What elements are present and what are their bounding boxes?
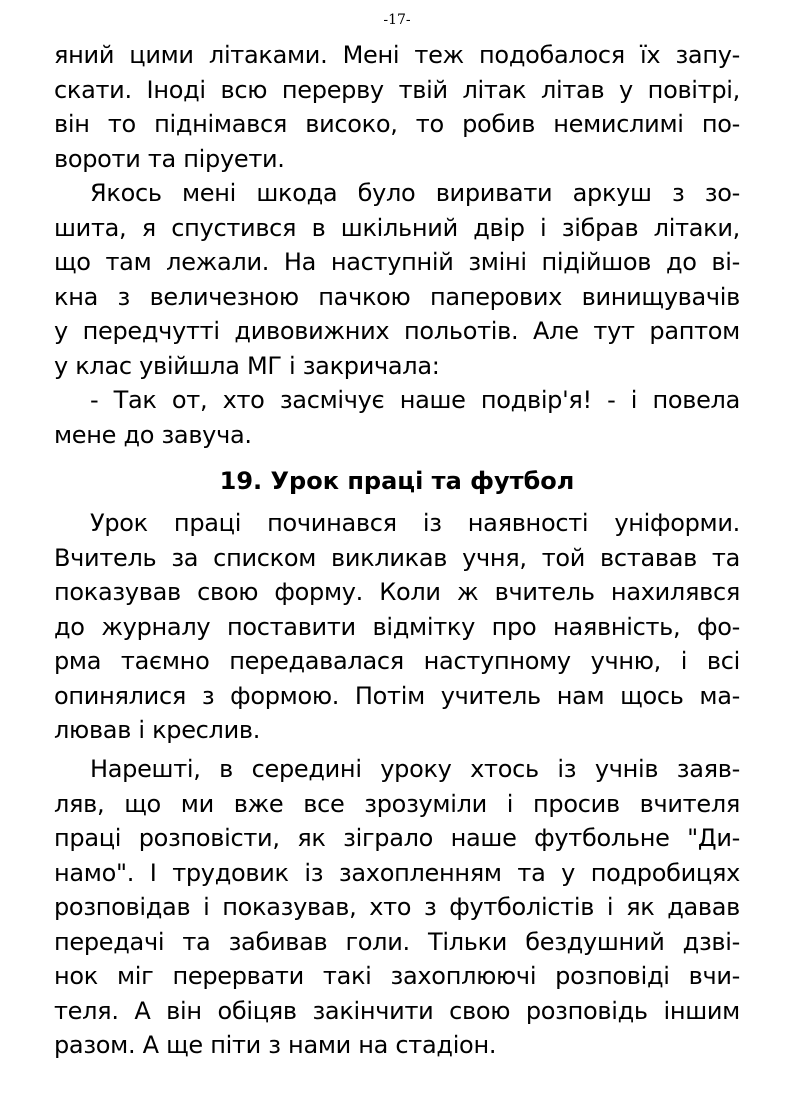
text-line: вороти та піруети. (54, 144, 285, 173)
text-line: праці розповісти, як зіграло наше футбольне "Ди- (54, 824, 740, 852)
text-line: передачі та забивав голи. Тільки бездушний дзві- (54, 927, 740, 956)
text-line: у передчутті дивовижних польотів. Але тут раптом (54, 317, 740, 345)
text-line: ляв, що ми вже все зрозуміли і просив вчителя (54, 789, 740, 818)
text-line: що там лежали. На наступній зміні підійшов до ві- (54, 248, 740, 276)
text-line: яний цими літаками. Мені теж подобалося їх запу- (54, 41, 740, 69)
text-line: показував свою форму. Коли ж вчитель нахилявся (54, 578, 740, 606)
text-line: лював і креслив. (54, 716, 261, 744)
text-line: він то піднімався високо, то робив немислимі по- (54, 110, 740, 138)
text-line: опинялися з формою. Потім учитель нам щось ма- (54, 681, 740, 710)
text-line: Вчитель за списком викликав учня, той вставав та (54, 543, 740, 572)
text-line: шита, я спустився в шкільний двір і зібрав літаки, (54, 213, 740, 242)
text-line: скати. Іноді всю перерву твій літак літав у повітрі, (54, 75, 740, 104)
paragraph-first-line: Якось мені шкода було виривати аркуш з зо- (90, 179, 740, 207)
paragraph-first-line: Нарешті, в середині уроку хтось із учнів заяв- (90, 755, 740, 783)
text-line: нок міг перервати такі захоплюючі розповіді вчи- (54, 962, 740, 990)
section-heading: 19. Урок праці та футбол (219, 467, 575, 495)
paragraph-first-line: - Так от, хто засмічує наше подвір'я! - і повела (90, 386, 740, 414)
paragraph-first-line: Урок праці починався із наявності уніформи. (90, 509, 740, 537)
text-line: кна з величезною пачкою паперових винищувачів (54, 282, 740, 311)
text-line: розповідав і показував, хто з футболістів і як давав (54, 893, 740, 921)
text-line: до журналу поставити відмітку про наявність, фо- (54, 612, 740, 641)
text-line: теля. А він обіцяв закінчити свою розповідь іншим (54, 996, 740, 1025)
text-line: рма таємно передавалася наступному учню, і всі (54, 647, 740, 675)
text-line: намо". І трудовик із захопленням та у подробицях (54, 858, 740, 887)
page-number: -17- (383, 12, 411, 28)
text-line: у клас увійшла МГ і закричала: (54, 351, 440, 380)
text-line: разом. А ще піти з нами на стадіон. (54, 1031, 497, 1059)
text-line: мене до завуча. (54, 420, 252, 449)
